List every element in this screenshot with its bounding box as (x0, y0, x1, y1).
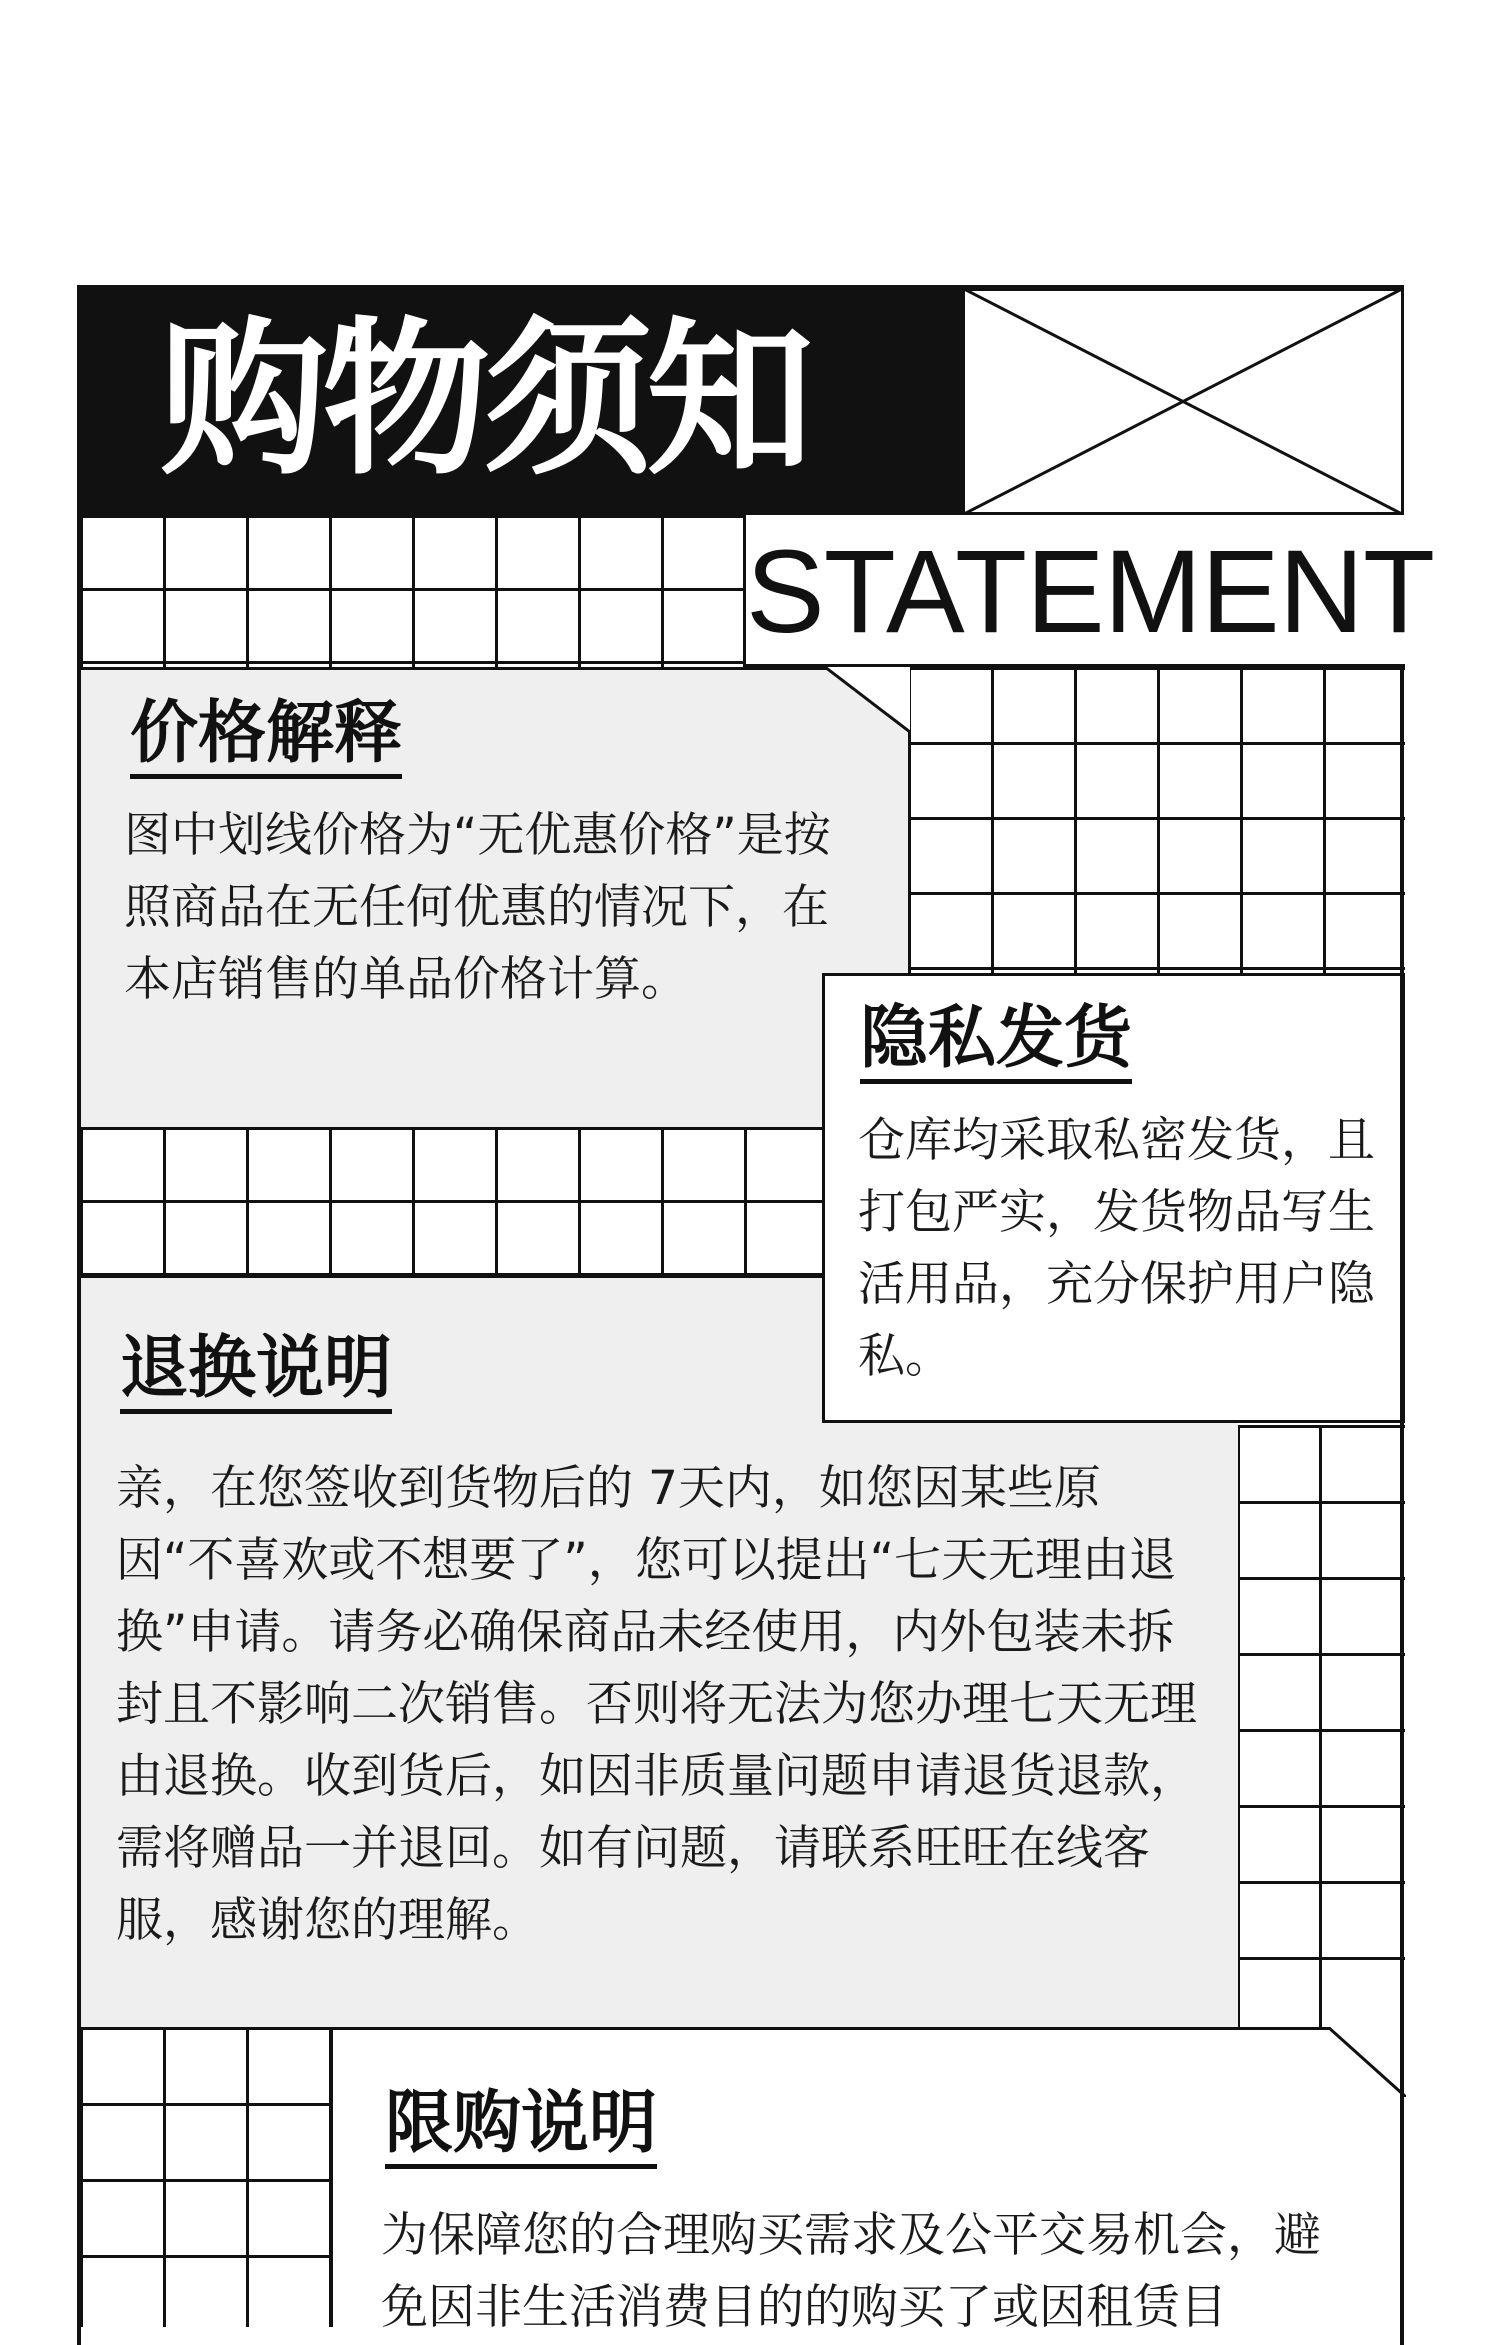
returns-body: 亲，在您签收到货物后的 7天内，如您因某些原因“不喜欢或不想要了”，您可以提出“七天无理由退换”申请。请务必确保商品未经使用，内外包装未拆封且不影响二次销售。否则将无法为您办理七天无理由退换。收到货后，如因非质量问题申请退货退款，需将赠品一并退回。如有问题，请联系旺旺在线客服，感谢您的理解。 (116, 1461, 1197, 1948)
title-banner (80, 288, 962, 515)
grid-block-left-bottom (80, 2027, 330, 2327)
price-panel-corner-notch (825, 667, 910, 732)
grid-block-right-top (908, 667, 1405, 977)
price-title: 价格解释 (130, 700, 402, 779)
price-body: 图中划线价格为“无优惠价格”是按照商品在无任何优惠的情况下，在本店销售的单品价格计算。 (124, 808, 831, 1007)
limit-panel-corner-notch (1328, 2027, 1406, 2097)
privacy-title: 隐私发货 (860, 1005, 1132, 1084)
header-cross-box (962, 288, 1404, 515)
grid-block-right-middle (1237, 1425, 1405, 2037)
privacy-body: 仓库均采取私密发货，且打包严实，发货物品写生活用品，充分保护用户隐私。 (858, 1113, 1375, 1384)
limit-title: 限购说明 (385, 2090, 657, 2169)
statement-box (743, 515, 1435, 667)
limit-body: 为保障您的合理购买需求及公平交易机会，避免因非生活消费目的的购买了或因租赁目 (381, 2208, 1321, 2335)
returns-title: 退换说明 (120, 1335, 392, 1414)
statement-subtitle: STATEMENT (746, 526, 1435, 658)
page-title: 购物须知 (160, 302, 808, 498)
grid-strip-header (80, 515, 745, 667)
grid-strip-middle (80, 1127, 825, 1275)
